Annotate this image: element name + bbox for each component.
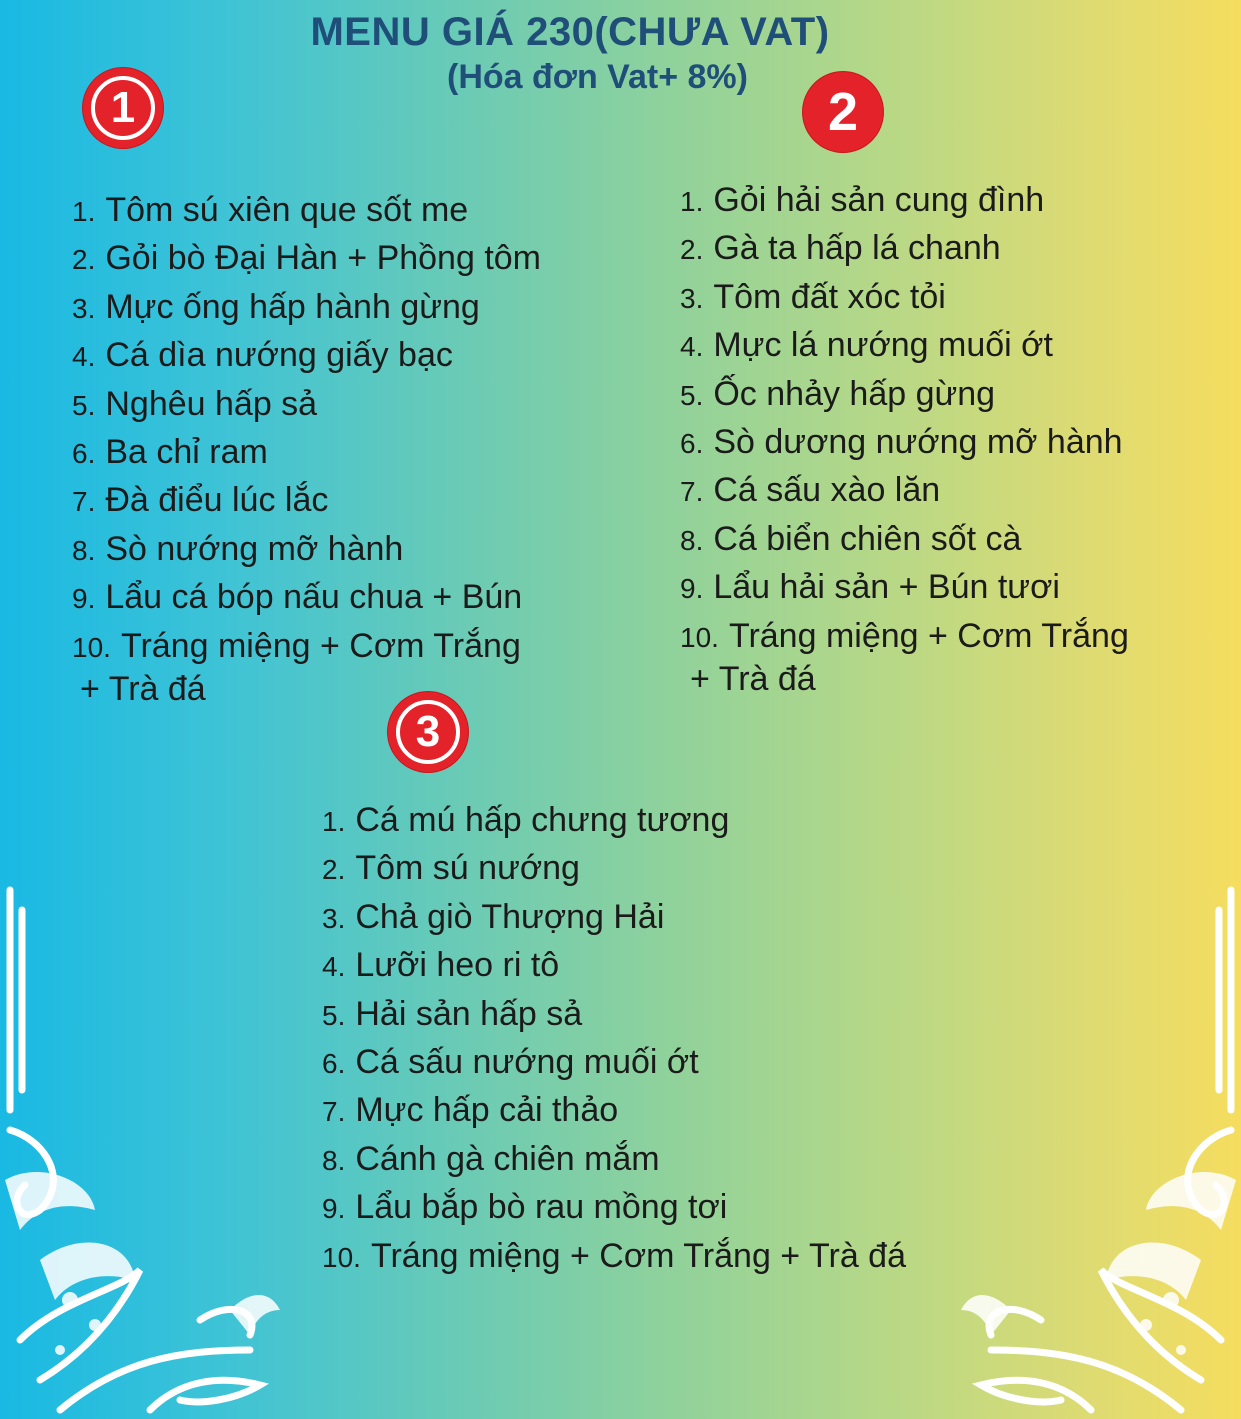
- item-number: 10.: [680, 621, 719, 653]
- item-text: Ba chỉ ram: [105, 432, 268, 471]
- list-item: [72, 525, 541, 573]
- item-text: Tráng miệng + Cơm Trắng + Trà đá: [370, 1236, 906, 1275]
- item-number: 3.: [680, 282, 704, 314]
- item-text: Gỏi bò Đại Hàn + Phồng tôm: [105, 239, 542, 278]
- list-item: [680, 273, 1129, 321]
- list-item: [680, 466, 1129, 514]
- list-item: [322, 1086, 906, 1134]
- item-text: Sò nướng mỡ hành: [105, 529, 404, 568]
- item-number: 9.: [72, 583, 96, 615]
- item-text: Cá biển chiên sốt cà: [713, 519, 1022, 558]
- item-number: 3.: [72, 292, 96, 324]
- item-number: 8.: [680, 524, 704, 556]
- list-item: [72, 476, 541, 524]
- item-number: 4.: [72, 341, 96, 373]
- list-item: [322, 1135, 906, 1183]
- list-item: [680, 563, 1129, 611]
- list-item: [72, 380, 541, 428]
- menu-2-badge-number: 2: [827, 82, 859, 142]
- item-number: 10.: [322, 1241, 361, 1273]
- item-text: Gỏi hải sản cung đình: [713, 181, 1045, 219]
- list-item: [322, 941, 906, 989]
- item-number: 6.: [680, 427, 704, 459]
- item-text: Mực lá nướng muối ớt: [713, 326, 1053, 365]
- item-number: 10.: [72, 631, 111, 663]
- list-item: [680, 612, 1129, 660]
- list-item: [72, 234, 541, 282]
- item-text: Lẩu bắp bò rau mồng tơi: [355, 1188, 728, 1227]
- list-item: [680, 224, 1129, 272]
- item-number: 8.: [322, 1144, 346, 1176]
- list-item: [72, 331, 541, 379]
- item-text: Tôm sú nướng: [355, 849, 580, 888]
- item-number: 2.: [72, 244, 96, 276]
- item-number: 1.: [72, 196, 96, 227]
- item-text: Gà ta hấp lá chanh: [713, 229, 1001, 268]
- list-item: [322, 1183, 906, 1231]
- list-item: [680, 370, 1129, 418]
- item-number: 6.: [322, 1047, 346, 1079]
- item-text: Cá mú hấp chưng tương: [355, 801, 730, 839]
- item-text: Cá sấu xào lăn: [713, 471, 941, 510]
- menu-1-list: [72, 186, 541, 670]
- menu-2-list: [680, 176, 1129, 660]
- item-text: Mực ống hấp hành gừng: [105, 287, 480, 326]
- item-text: Cá sấu nướng muối ớt: [355, 1042, 699, 1081]
- menu-1-badge: [83, 68, 163, 148]
- list-item: [322, 1038, 906, 1086]
- menu-2-badge: [803, 72, 883, 152]
- list-item: [72, 622, 541, 670]
- list-item: [322, 893, 906, 941]
- list-item: [322, 796, 906, 844]
- floral-ornament-corner-right: [941, 880, 1241, 1419]
- item-number: 9.: [322, 1193, 346, 1225]
- item-text: Đà điểu lúc lắc: [105, 481, 329, 520]
- item-text: Tôm đất xóc tỏi: [713, 277, 946, 316]
- item-text: Tráng miệng + Cơm Trắng: [120, 626, 521, 665]
- list-item: [680, 418, 1129, 466]
- item-number: 1.: [322, 806, 346, 837]
- item-text: Tôm sú xiên que sốt me: [105, 191, 469, 229]
- item-text: Mực hấp cải thảo: [355, 1091, 619, 1130]
- list-item: [72, 283, 541, 331]
- menu-3-badge-number: 3: [396, 700, 460, 764]
- menu-2-continuation: + Trà đá: [690, 660, 816, 698]
- item-number: 4.: [680, 331, 704, 363]
- item-number: 1.: [680, 186, 704, 217]
- item-text: Sò dương nướng mỡ hành: [713, 422, 1123, 461]
- list-item: [72, 573, 541, 621]
- item-number: 4.: [322, 951, 346, 983]
- menu-title: MENU GIÁ 230(CHƯA VAT): [310, 10, 830, 54]
- item-number: 5.: [680, 379, 704, 411]
- item-number: 7.: [680, 476, 704, 508]
- item-text: Hải sản hấp sả: [355, 994, 583, 1033]
- list-item: [322, 1232, 906, 1280]
- list-item: [322, 844, 906, 892]
- item-number: 2.: [680, 234, 704, 266]
- list-item: [322, 990, 906, 1038]
- item-number: 8.: [72, 534, 96, 566]
- list-item: [680, 515, 1129, 563]
- menu-subtitle: (Hóa đơn Vat+ 8%): [447, 58, 748, 96]
- item-number: 7.: [72, 486, 96, 518]
- item-number: 5.: [322, 999, 346, 1031]
- list-item: [680, 321, 1129, 369]
- item-text: Cá dìa nướng giấy bạc: [105, 336, 453, 375]
- floral-ornament-corner-left: [0, 880, 300, 1419]
- item-number: 5.: [72, 389, 96, 421]
- item-number: 6.: [72, 437, 96, 469]
- item-text: Lưỡi heo ri tô: [355, 946, 560, 985]
- item-text: Lẩu cá bóp nấu chua + Bún: [105, 578, 523, 617]
- item-number: 9.: [680, 573, 704, 605]
- item-text: Chả giò Thượng Hải: [355, 897, 665, 936]
- item-number: 2.: [322, 854, 346, 886]
- list-item: [72, 186, 541, 234]
- item-text: Lẩu hải sản + Bún tươi: [713, 568, 1060, 607]
- item-number: 7.: [322, 1096, 346, 1128]
- item-text: Tráng miệng + Cơm Trắng: [728, 616, 1129, 655]
- menu-1-badge-number: 1: [91, 76, 155, 140]
- menu-3-list: [322, 796, 906, 1280]
- list-item: [680, 176, 1129, 224]
- menu-3-badge: [388, 692, 468, 772]
- item-text: Cánh gà chiên mắm: [355, 1139, 660, 1178]
- list-item: [72, 428, 541, 476]
- item-text: Ốc nhảy hấp gừng: [713, 374, 996, 413]
- item-number: 3.: [322, 902, 346, 934]
- item-text: Nghêu hấp sả: [105, 384, 318, 423]
- menu-1-continuation: + Trà đá: [80, 670, 206, 708]
